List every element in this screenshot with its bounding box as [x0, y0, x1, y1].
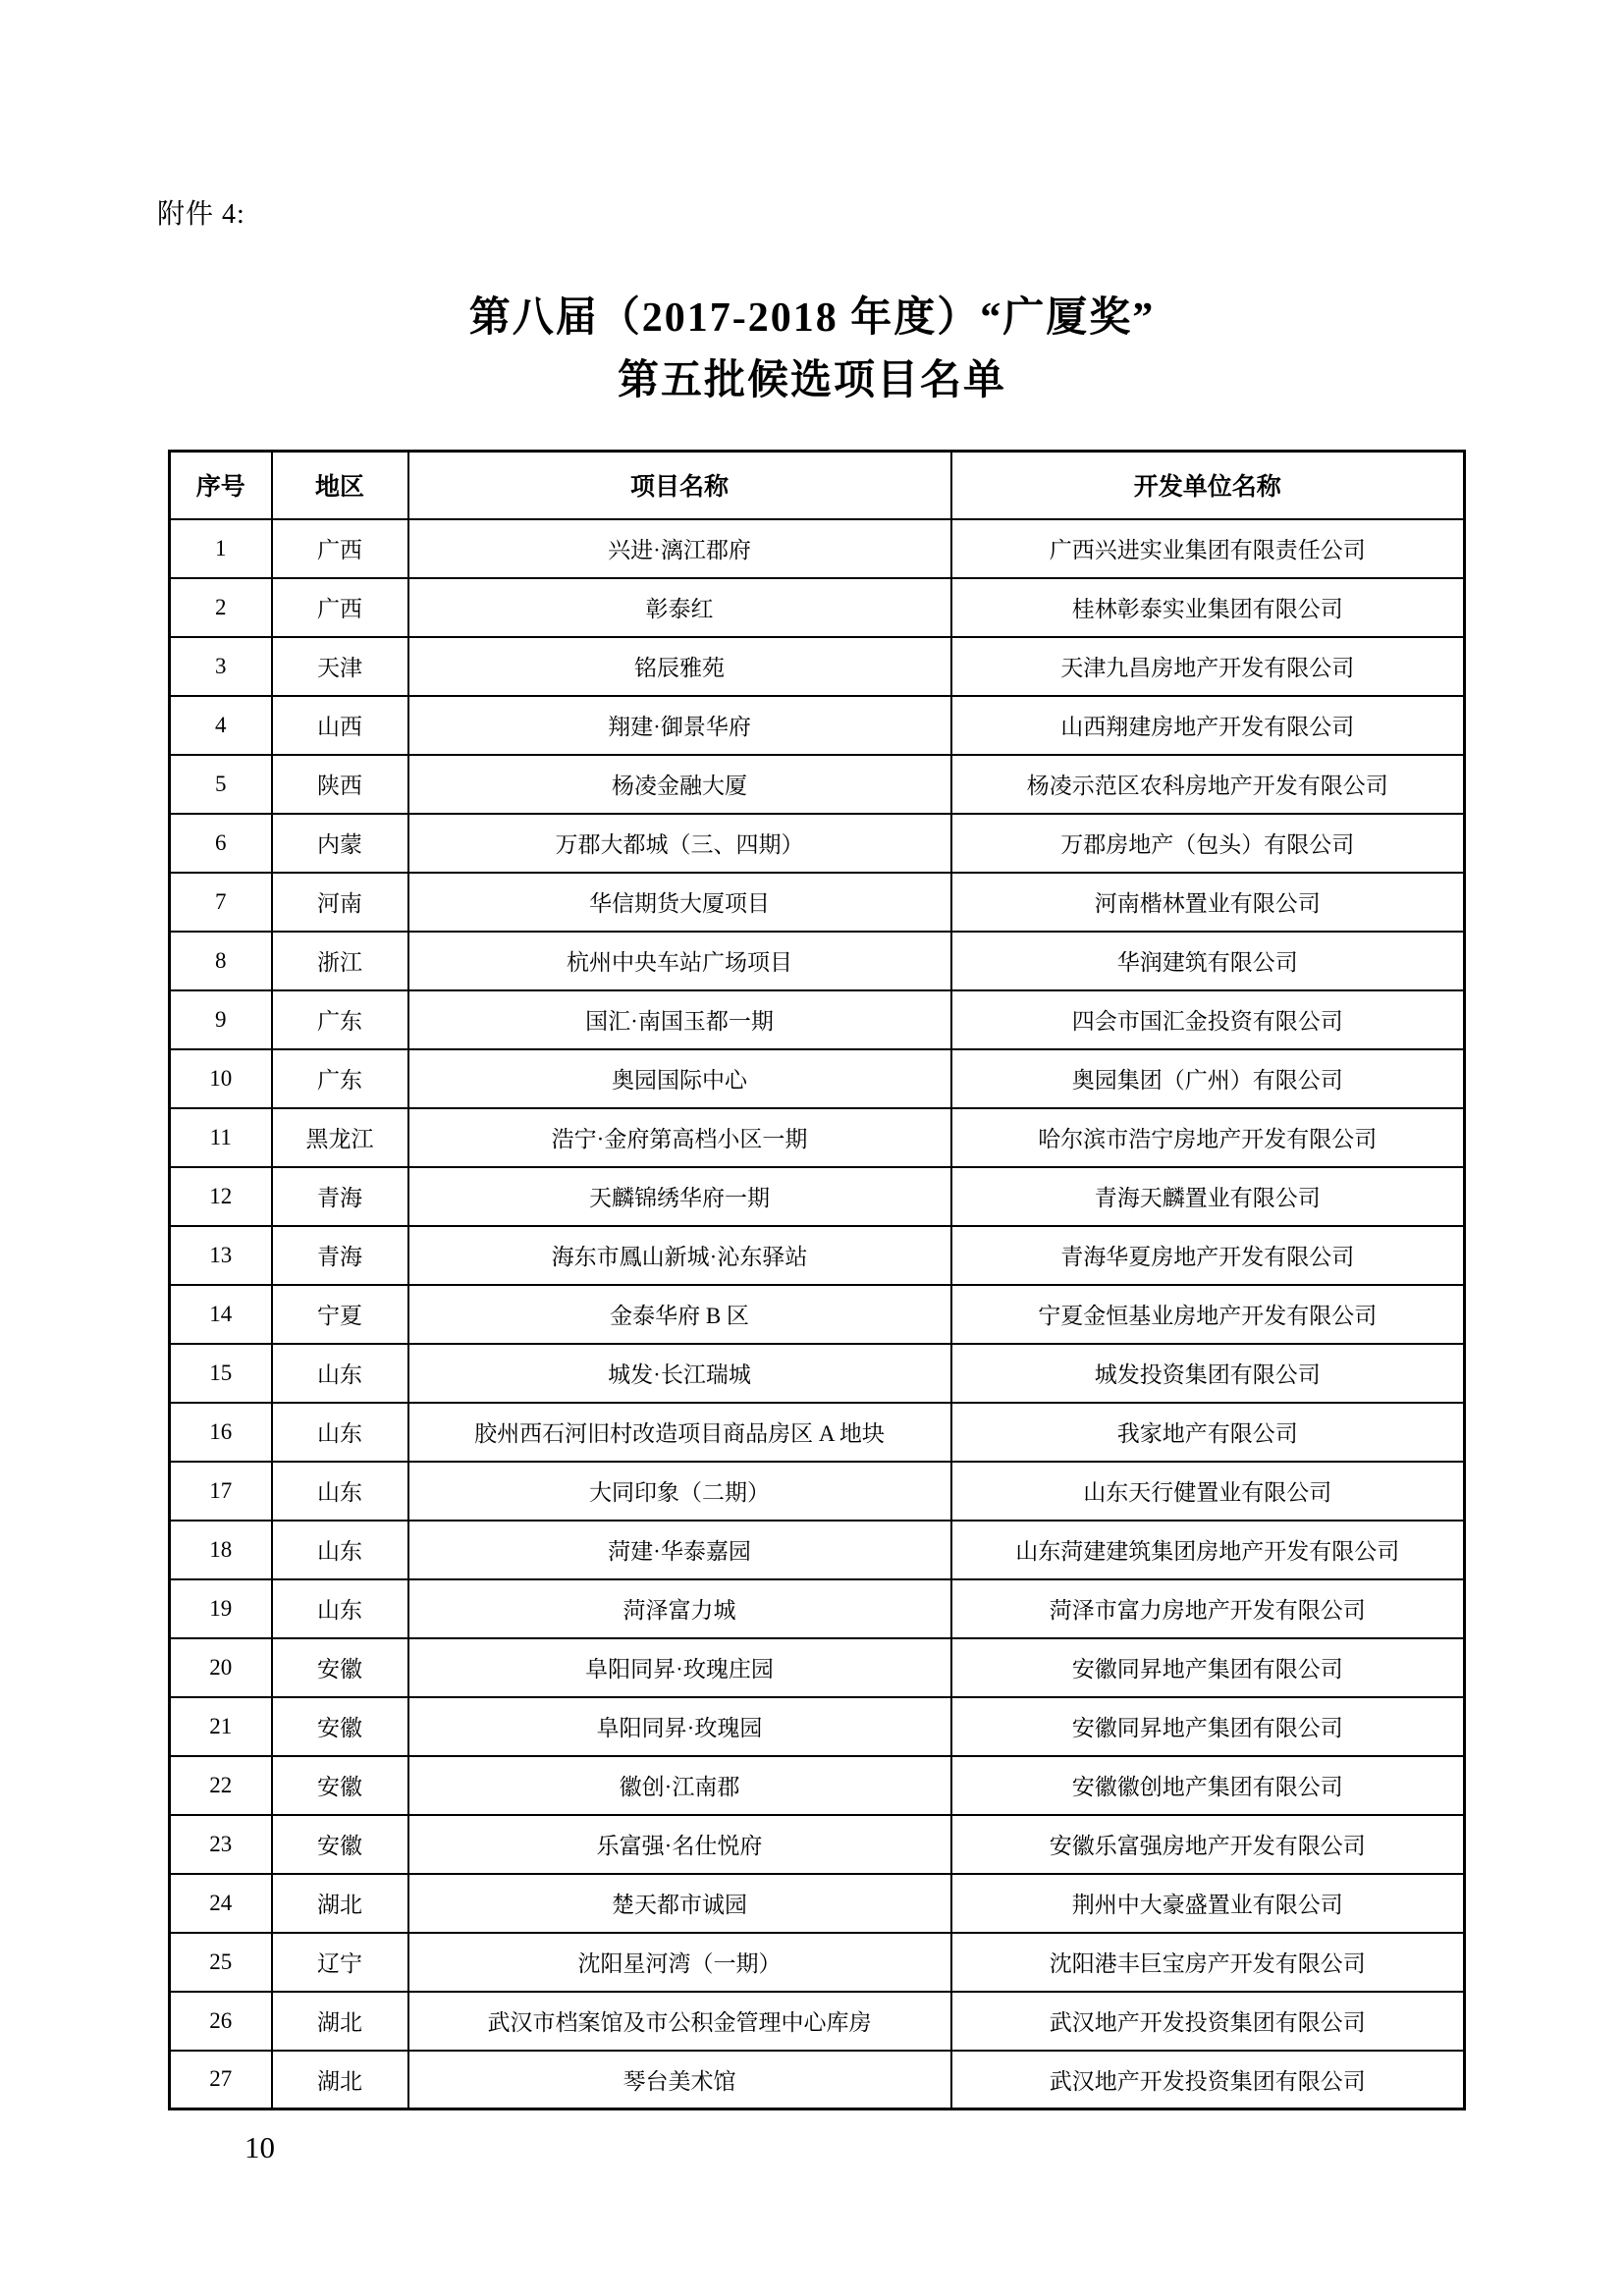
cell-no: 23	[170, 1815, 272, 1874]
cell-region: 河南	[272, 873, 408, 932]
cell-project: 翔建·御景华府	[408, 696, 951, 755]
cell-region: 山东	[272, 1403, 408, 1462]
table-row	[170, 1933, 1465, 1992]
cell-developer: 我家地产有限公司	[951, 1403, 1465, 1462]
cell-no: 17	[170, 1462, 272, 1521]
cell-project: 城发·长江瑞城	[408, 1344, 951, 1403]
projects-table	[168, 450, 1466, 2110]
cell-project: 胶州西石河旧村改造项目商品房区 A 地块	[408, 1403, 951, 1462]
cell-project: 沈阳星河湾（一期）	[408, 1933, 951, 1992]
table-row	[170, 755, 1465, 814]
cell-no: 21	[170, 1697, 272, 1756]
cell-region: 广东	[272, 1049, 408, 1108]
cell-developer: 哈尔滨市浩宁房地产开发有限公司	[951, 1108, 1465, 1167]
cell-no: 25	[170, 1933, 272, 1992]
table-row	[170, 1226, 1465, 1285]
table-header-row	[170, 452, 1465, 519]
cell-region: 山东	[272, 1521, 408, 1579]
cell-developer: 杨凌示范区农科房地产开发有限公司	[951, 755, 1465, 814]
cell-region: 湖北	[272, 2051, 408, 2109]
cell-no: 26	[170, 1992, 272, 2051]
table-row	[170, 932, 1465, 990]
table-row	[170, 637, 1465, 696]
cell-region: 内蒙	[272, 814, 408, 873]
cell-developer: 万郡房地产（包头）有限公司	[951, 814, 1465, 873]
cell-no: 7	[170, 873, 272, 932]
table-row	[170, 1049, 1465, 1108]
cell-project: 乐富强·名仕悦府	[408, 1815, 951, 1874]
cell-developer: 河南楷林置业有限公司	[951, 873, 1465, 932]
cell-developer: 四会市国汇金投资有限公司	[951, 990, 1465, 1049]
cell-region: 宁夏	[272, 1285, 408, 1344]
cell-developer: 安徽乐富强房地产开发有限公司	[951, 1815, 1465, 1874]
cell-region: 安徽	[272, 1756, 408, 1815]
cell-no: 11	[170, 1108, 272, 1167]
cell-project: 杨凌金融大厦	[408, 755, 951, 814]
cell-no: 12	[170, 1167, 272, 1226]
cell-region: 湖北	[272, 1992, 408, 2051]
cell-region: 安徽	[272, 1815, 408, 1874]
cell-developer: 荆州中大豪盛置业有限公司	[951, 1874, 1465, 1933]
cell-region: 陕西	[272, 755, 408, 814]
table-row	[170, 1697, 1465, 1756]
cell-no: 24	[170, 1874, 272, 1933]
cell-no: 14	[170, 1285, 272, 1344]
cell-project: 国汇·南国玉都一期	[408, 990, 951, 1049]
cell-developer: 奥园集团（广州）有限公司	[951, 1049, 1465, 1108]
cell-project: 楚天都市诚园	[408, 1874, 951, 1933]
cell-developer: 沈阳港丰巨宝房产开发有限公司	[951, 1933, 1465, 1992]
cell-project: 阜阳同昇·玫瑰庄园	[408, 1638, 951, 1697]
cell-project: 徽创·江南郡	[408, 1756, 951, 1815]
header-cell-project: 项目名称	[408, 452, 951, 519]
table-row	[170, 1403, 1465, 1462]
table-row	[170, 696, 1465, 755]
cell-project: 大同印象（二期）	[408, 1462, 951, 1521]
cell-region: 天津	[272, 637, 408, 696]
cell-no: 8	[170, 932, 272, 990]
cell-no: 18	[170, 1521, 272, 1579]
cell-project: 阜阳同昇·玫瑰园	[408, 1697, 951, 1756]
header-cell-region: 地区	[272, 452, 408, 519]
cell-developer: 宁夏金恒基业房地产开发有限公司	[951, 1285, 1465, 1344]
cell-region: 青海	[272, 1167, 408, 1226]
cell-region: 黑龙江	[272, 1108, 408, 1167]
cell-project: 奥园国际中心	[408, 1049, 951, 1108]
table-row	[170, 2051, 1465, 2109]
cell-region: 山东	[272, 1579, 408, 1638]
cell-region: 辽宁	[272, 1933, 408, 1992]
cell-project: 杭州中央车站广场项目	[408, 932, 951, 990]
cell-region: 广西	[272, 578, 408, 637]
cell-region: 山东	[272, 1462, 408, 1521]
cell-region: 安徽	[272, 1697, 408, 1756]
table-row	[170, 814, 1465, 873]
table-row	[170, 873, 1465, 932]
cell-project: 琴台美术馆	[408, 2051, 951, 2109]
cell-project: 兴进·漓江郡府	[408, 519, 951, 578]
table-row	[170, 1462, 1465, 1521]
cell-developer: 城发投资集团有限公司	[951, 1344, 1465, 1403]
cell-developer: 武汉地产开发投资集团有限公司	[951, 1992, 1465, 2051]
cell-no: 2	[170, 578, 272, 637]
table-row	[170, 1874, 1465, 1933]
table-row	[170, 1756, 1465, 1815]
page-number: 10	[244, 2130, 275, 2164]
cell-developer: 华润建筑有限公司	[951, 932, 1465, 990]
cell-no: 20	[170, 1638, 272, 1697]
cell-no: 10	[170, 1049, 272, 1108]
cell-no: 1	[170, 519, 272, 578]
cell-developer: 菏泽市富力房地产开发有限公司	[951, 1579, 1465, 1638]
cell-developer: 青海华夏房地产开发有限公司	[951, 1226, 1465, 1285]
cell-region: 湖北	[272, 1874, 408, 1933]
cell-region: 浙江	[272, 932, 408, 990]
cell-no: 9	[170, 990, 272, 1049]
cell-no: 13	[170, 1226, 272, 1285]
cell-no: 27	[170, 2051, 272, 2109]
cell-no: 19	[170, 1579, 272, 1638]
cell-no: 6	[170, 814, 272, 873]
doc-title	[0, 287, 1624, 412]
table-row	[170, 578, 1465, 637]
cell-developer: 广西兴进实业集团有限责任公司	[951, 519, 1465, 578]
cell-region: 广东	[272, 990, 408, 1049]
cell-region: 广西	[272, 519, 408, 578]
cell-no: 4	[170, 696, 272, 755]
table-row	[170, 1344, 1465, 1403]
cell-developer: 安徽同昇地产集团有限公司	[951, 1697, 1465, 1756]
cell-project: 武汉市档案馆及市公积金管理中心库房	[408, 1992, 951, 2051]
cell-project: 华信期货大厦项目	[408, 873, 951, 932]
cell-project: 浩宁·金府第高档小区一期	[408, 1108, 951, 1167]
cell-no: 3	[170, 637, 272, 696]
table-row	[170, 1992, 1465, 2051]
cell-project: 海东市鳳山新城·沁东驿站	[408, 1226, 951, 1285]
cell-developer: 山东天行健置业有限公司	[951, 1462, 1465, 1521]
doc-title-line1: 第八届（2017-2018 年度）“广厦奖”	[468, 295, 1156, 341]
cell-developer: 桂林彰泰实业集团有限公司	[951, 578, 1465, 637]
cell-region: 青海	[272, 1226, 408, 1285]
header-cell-no: 序号	[170, 452, 272, 519]
cell-developer: 青海天麟置业有限公司	[951, 1167, 1465, 1226]
attachment-label: 附件 4:	[157, 199, 245, 230]
table-row	[170, 519, 1465, 578]
cell-region: 山东	[272, 1344, 408, 1403]
table-row	[170, 1815, 1465, 1874]
cell-region: 安徽	[272, 1638, 408, 1697]
cell-project: 彰泰红	[408, 578, 951, 637]
cell-no: 22	[170, 1756, 272, 1815]
cell-project: 万郡大都城（三、四期）	[408, 814, 951, 873]
cell-no: 5	[170, 755, 272, 814]
doc-title-line2: 第五批候选项目名单	[617, 358, 1006, 403]
cell-developer: 天津九昌房地产开发有限公司	[951, 637, 1465, 696]
table-row	[170, 1521, 1465, 1579]
cell-developer: 武汉地产开发投资集团有限公司	[951, 2051, 1465, 2109]
cell-developer: 安徽徽创地产集团有限公司	[951, 1756, 1465, 1815]
cell-project: 铭辰雅苑	[408, 637, 951, 696]
cell-no: 15	[170, 1344, 272, 1403]
cell-developer: 山西翔建房地产开发有限公司	[951, 696, 1465, 755]
table-row	[170, 1638, 1465, 1697]
cell-developer: 安徽同昇地产集团有限公司	[951, 1638, 1465, 1697]
table-row	[170, 1167, 1465, 1226]
cell-project: 菏建·华泰嘉园	[408, 1521, 951, 1579]
table-row	[170, 1108, 1465, 1167]
cell-project: 金泰华府 B 区	[408, 1285, 951, 1344]
table-row	[170, 1285, 1465, 1344]
cell-project: 菏泽富力城	[408, 1579, 951, 1638]
cell-developer: 山东菏建建筑集团房地产开发有限公司	[951, 1521, 1465, 1579]
header-cell-developer: 开发单位名称	[951, 452, 1465, 519]
cell-region: 山西	[272, 696, 408, 755]
table-row	[170, 990, 1465, 1049]
cell-project: 天麟锦绣华府一期	[408, 1167, 951, 1226]
table-row	[170, 1579, 1465, 1638]
cell-no: 16	[170, 1403, 272, 1462]
